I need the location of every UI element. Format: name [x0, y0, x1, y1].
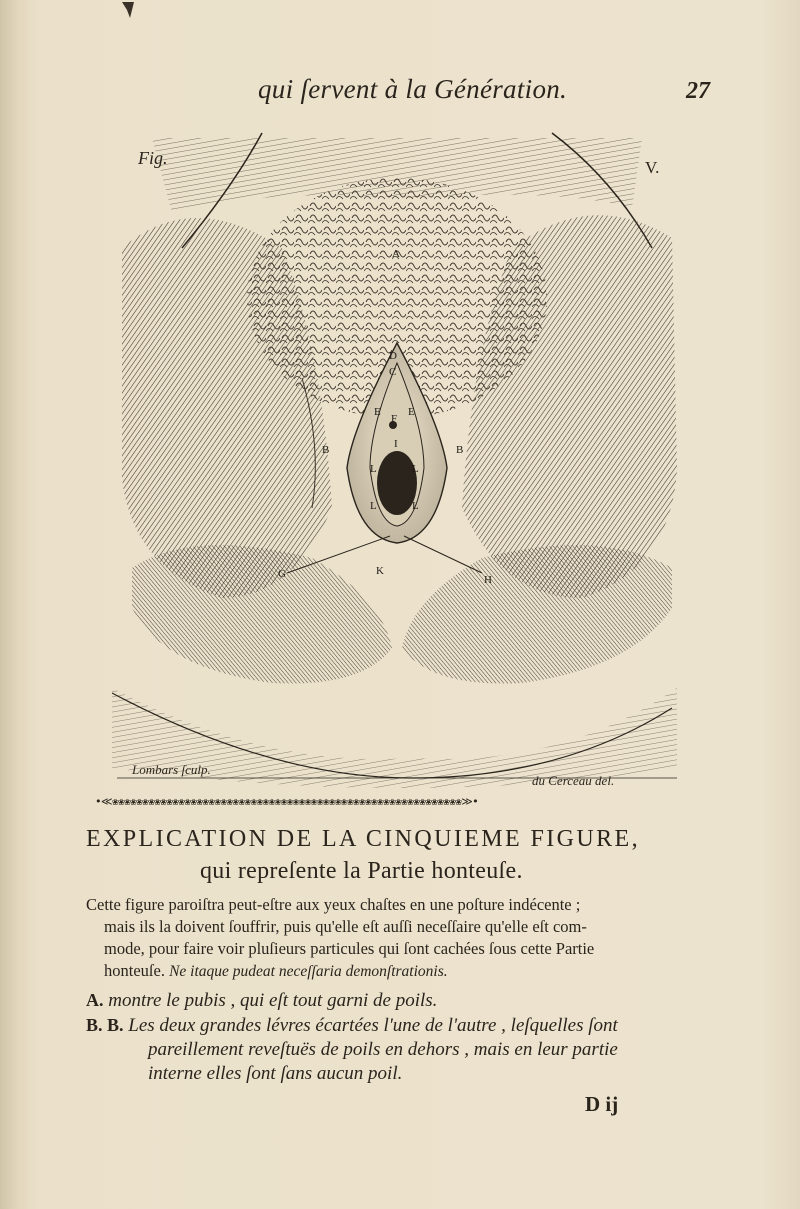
letter-L-1: L — [370, 463, 377, 475]
letter-L-3: L — [370, 500, 377, 512]
legend-item-A — [86, 988, 716, 1013]
letter-G: G — [278, 568, 286, 580]
paragraph-text: honteuſe. — [104, 961, 165, 980]
legend-item-B — [86, 1013, 716, 1086]
letter-K: K — [376, 565, 384, 577]
legend-key: B. B. — [86, 1015, 124, 1035]
letter-E-right: E — [408, 406, 415, 418]
letter-B-left: B — [322, 444, 330, 456]
anatomical-engraving — [112, 128, 682, 793]
running-head-title: qui ſervent à la Génération. — [258, 74, 568, 104]
paragraph-line: mode, pour faire voir pluſieurs particules qui ſont cachées ſous cette Partie — [104, 939, 595, 958]
paragraph-line: Cette figure paroiſtra peut-eſtre aux yeux chaſtes en une poſture indécente ; — [86, 895, 581, 914]
legend-key: A. — [86, 990, 104, 1010]
running-head — [0, 72, 800, 112]
letter-L-4: L — [412, 500, 419, 512]
legend-text: montre le pubis , qui eſt tout garni de poils. — [108, 990, 438, 1011]
latin-quote: Ne itaque pudeat neceſſaria demonſtrationis. — [169, 963, 448, 980]
letter-H: H — [484, 574, 492, 586]
signature-mark: D ij — [585, 1092, 619, 1116]
letter-A: A — [392, 248, 400, 260]
section-heading: EXPLICATION DE LA CINQUIEME FIGURE, — [86, 826, 640, 852]
legend-text: interne elles ſont ſans aucun poil. — [148, 1063, 403, 1084]
letter-I: I — [394, 438, 398, 450]
ink-blot — [120, 0, 138, 20]
letter-E-left: E — [374, 406, 381, 418]
legend-text: pareillement reveſtuës de poils en dehors , mais en leur partie — [148, 1039, 618, 1060]
letter-F: F — [391, 413, 398, 425]
letter-B-right: B — [456, 444, 464, 456]
paragraph-line — [86, 960, 710, 983]
letter-D: D — [389, 350, 397, 362]
paragraph-line: mais ils la doivent ſouffrir, puis qu'elle eſt auſſi neceſſaire qu'elle eſt com- — [104, 917, 587, 936]
draughtsman-signature: du Cerceau del. — [532, 773, 615, 788]
section-subheading: qui repreſente la Partie honteuſe. — [200, 858, 523, 884]
intro-paragraph — [86, 894, 710, 983]
decorative-rule: •≪❀❀❀❀❀❀❀❀❀❀❀❀❀❀❀❀❀❀❀❀❀❀❀❀❀❀❀❀❀❀❀❀❀❀❀❀❀❀❀❀❀❀❀❀❀❀❀❀❀❀❀❀❀❀❀❀❀❀≫• — [95, 795, 479, 808]
fig-label: Fig. — [138, 148, 168, 168]
page-number: 27 — [686, 78, 710, 104]
figure-legend — [86, 988, 716, 1086]
fig-number: V. — [645, 158, 660, 177]
legend-text: Les deux grandes lévres écartées l'une de l'autre , leſquelles ſont — [128, 1015, 618, 1036]
engraved-plate — [112, 128, 682, 793]
engraver-signature: Lombars ſculp. — [132, 762, 211, 777]
letter-L-2: L — [412, 463, 419, 475]
letter-C: C — [389, 366, 397, 378]
